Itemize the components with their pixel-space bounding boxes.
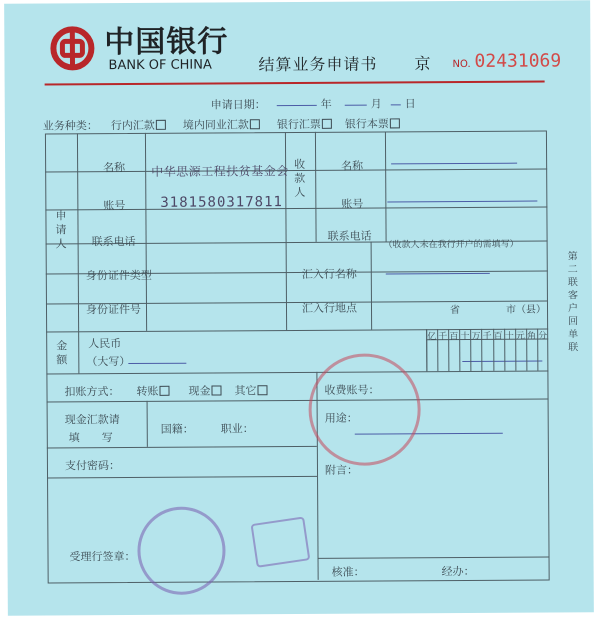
bank-sign-label: 受理行签章： — [69, 550, 136, 564]
accepting-bank-stamp — [137, 506, 226, 595]
serial-number: 02431069 — [474, 50, 562, 72]
payee-phone-label: 联系电话 — [327, 229, 372, 243]
payee-phone-note: （收款人未在我行开户的需填写） — [383, 239, 519, 251]
applicant-section-label: 申请人 — [55, 209, 67, 251]
bank-name-en: BANK OF CHINA — [108, 57, 212, 74]
applicant-name-value: 中华思源工程扶贫基金会 — [151, 164, 289, 179]
occupation-label: 职业： — [220, 422, 254, 436]
handler-label: 经办： — [441, 564, 475, 579]
nationality-label: 国籍： — [160, 422, 194, 436]
amount-digit-header: 亿 — [427, 332, 437, 343]
amount-digit-header: 万 — [471, 331, 481, 342]
amount-digit-header: 百 — [493, 331, 503, 342]
amount-digit-header: 十 — [460, 331, 470, 343]
payee-name-label: 名称 — [341, 159, 364, 173]
payee-bank-location-label: 汇入行地点 — [301, 301, 358, 315]
amount-digit-header: 千 — [482, 331, 492, 342]
cash-fill-label: 现金汇款请 — [64, 413, 120, 427]
amount-uppercase-label: （大写） — [86, 355, 131, 369]
receipt-stamp — [251, 516, 311, 567]
applicant-phone-label: 联系电话 — [91, 234, 136, 249]
amount-section-label: 金额 — [56, 339, 68, 367]
deduction-transfer[interactable]: 转账 — [136, 383, 169, 399]
applicant-id-type-label: 身份证件类型 — [85, 268, 152, 283]
payee-bank-name-label: 汇入行名称 — [301, 267, 357, 281]
form-paper: 中国银行 BANK OF CHINA 结算业务申请书 京 NO. 02431069 申请日期： 年 月 日 业务种类： 行内汇款 境内同业汇款 银行汇票 银行本票 申请人 名称 中华思源工程扶贫基金会 账号 3181580317811 联系电话 身份证件类型 身份证件号 收款人 名称 账号 联系电话 （收款人未在我行开户的需填写） 汇入行名称 汇入行地点 省 市（县） 金额 人民币 （大写） 扣账方式： 转账 现金 其它 现金汇款请 填 写 国籍： 职业： 支付密码： 受理行签章： 收费账号： 用途： 附言： 核准： 经办： 第二联 客户回单联 亿 千 百 十 万 千 百 十 元 角 分 — [4, 0, 594, 616]
option-domestic-interbank[interactable]: 境内同业汇款 — [183, 116, 260, 132]
form-region: 京 — [414, 54, 431, 74]
option-intra-bank[interactable]: 行内汇款 — [111, 117, 166, 133]
serial-prefix: NO. — [452, 58, 471, 71]
amount-digit-header: 元 — [515, 331, 525, 342]
attachment-label: 附言： — [324, 463, 359, 477]
applicant-account-label: 账号 — [103, 199, 126, 213]
deduction-label: 扣账方式： — [64, 385, 120, 399]
payee-account-label: 账号 — [341, 197, 364, 211]
option-bank-draft[interactable]: 银行汇票 — [277, 116, 332, 132]
amount-digit-header: 角 — [526, 331, 537, 342]
applicant-name-label: 名称 — [103, 161, 126, 175]
deduction-other[interactable]: 其它 — [234, 382, 267, 398]
purpose-label: 用途： — [324, 411, 358, 425]
date-label: 申请日期： — [210, 98, 266, 112]
applicant-account-value: 3181580317811 — [160, 194, 283, 211]
approval-label: 核准： — [331, 565, 365, 579]
deduction-cash[interactable]: 现金 — [188, 382, 221, 398]
password-label: 支付密码： — [64, 459, 120, 473]
amount-digit-header: 百 — [449, 332, 459, 343]
bank-name-cn: 中国银行 — [104, 24, 229, 61]
option-cashier-check[interactable]: 银行本票 — [345, 115, 400, 131]
fee-account-label: 收费账号： — [324, 383, 380, 397]
payee-section-label: 收款人 — [294, 157, 306, 200]
form-title: 结算业务申请书 — [258, 54, 378, 75]
bank-stamp — [308, 353, 421, 466]
applicant-id-number-label: 身份证件号 — [85, 302, 142, 317]
amount-digit-header: 十 — [504, 331, 514, 342]
amount-digit-header: 分 — [538, 331, 548, 342]
amount-digit-header: 千 — [438, 332, 448, 343]
copy-label: 第二联 客户回单联 — [567, 251, 588, 354]
amount-currency: 人民币 — [88, 337, 122, 351]
business-type-label: 业务种类： — [42, 119, 98, 133]
bank-logo-icon — [49, 25, 95, 71]
cash-fill-label-2: 填 写 — [68, 431, 113, 445]
